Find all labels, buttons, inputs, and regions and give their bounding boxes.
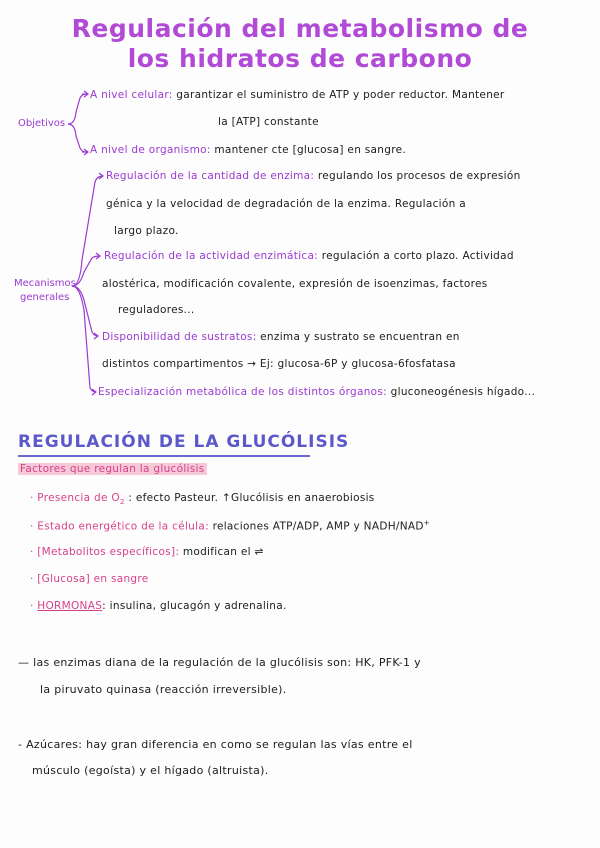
bullet-icon: · bbox=[30, 573, 34, 585]
enzymes-note-line1: — las enzimas diana de la regulación de la glucólisis son: HK, PFK-1 y bbox=[18, 656, 421, 669]
mecanismo-item-2-label: Regulación de la actividad enzimática: bbox=[104, 250, 319, 262]
azucares-note-line2: músculo (egoísta) y el hígado (altruista). bbox=[32, 764, 269, 777]
objetivo-celular bbox=[90, 89, 505, 101]
objetivo-celular-text1: garantizar el suministro de ATP y poder reductor. Mantener bbox=[176, 89, 505, 101]
mecanismo-item-2-line3: reguladores... bbox=[118, 304, 195, 316]
mecanismo-item-1 bbox=[106, 170, 521, 182]
factor-item-2-text: relaciones ATP/ADP, AMP y NADH/NAD bbox=[212, 520, 424, 533]
factor-item-4-label: [Glucosa] en sangre bbox=[37, 573, 149, 585]
section-heading-underline bbox=[18, 455, 310, 457]
factor-item-2-label: Estado energético de la célula: bbox=[37, 520, 209, 533]
mecanismo-item-3 bbox=[102, 331, 460, 343]
mecanismo-item-1-label: Regulación de la cantidad de enzima: bbox=[106, 170, 315, 182]
mecanismo-item-1-line2: génica y la velocidad de degradación de la enzima. Regulación a bbox=[106, 198, 466, 210]
factor-item-2 bbox=[30, 519, 430, 533]
bullet-icon: · bbox=[30, 492, 34, 504]
factor-item-5-text: : insulina, glucagón y adrenalina. bbox=[102, 600, 287, 612]
bullet-icon: · bbox=[30, 600, 34, 612]
objetivo-organismo-text: mantener cte [glucosa] en sangre. bbox=[214, 144, 406, 156]
factor-item-1-sub: 2 bbox=[119, 498, 125, 507]
mecanismo-item-2-line1: regulación a corto plazo. Actividad bbox=[321, 250, 514, 262]
mecanismo-item-4 bbox=[98, 386, 535, 398]
mecanismo-item-3-line1: enzima y sustrato se encuentran en bbox=[260, 331, 460, 343]
mecanismos-label-line2: generales bbox=[20, 292, 70, 303]
mecanismo-item-2 bbox=[104, 250, 514, 262]
objetivo-celular-label: A nivel celular: bbox=[90, 89, 173, 101]
objetivo-organismo bbox=[90, 144, 406, 156]
mecanismos-label-line1: Mecanismos bbox=[14, 278, 76, 289]
mecanismo-item-3-line2: distintos compartimentos → Ej: glucosa-6P y glucosa-6fosfatasa bbox=[102, 358, 456, 370]
factor-item-1 bbox=[30, 492, 375, 506]
factor-item-4 bbox=[30, 573, 149, 585]
objetivos-label: Objetivos bbox=[18, 118, 66, 129]
factors-subheading bbox=[18, 463, 207, 475]
factor-item-5-label: HORMONAS bbox=[37, 600, 103, 612]
objetivo-celular-text2: la [ATP] constante bbox=[218, 116, 319, 128]
mecanismo-item-2-line2: alostérica, modificación covalente, expresión de isoenzimas, factores bbox=[102, 278, 488, 290]
mecanismo-item-1-line1: regulando los procesos de expresión bbox=[317, 170, 521, 182]
mecanismo-item-4-line1: gluconeogénesis hígado... bbox=[390, 386, 536, 398]
factor-item-1-text: : efecto Pasteur. ↑Glucólisis en anaerobiosis bbox=[128, 492, 375, 504]
page-title-line2: los hidratos de carbono bbox=[127, 44, 473, 73]
azucares-note-line1: - Azúcares: hay gran diferencia en como se regulan las vías entre el bbox=[18, 738, 413, 751]
factor-item-3 bbox=[30, 546, 264, 558]
mecanismo-item-4-label: Especialización metabólica de los distintos órganos: bbox=[98, 386, 387, 398]
objetivo-organismo-label: A nivel de organismo: bbox=[90, 144, 211, 156]
mecanismo-item-3-label: Disponibilidad de sustratos: bbox=[102, 331, 257, 343]
factor-item-1-label: Presencia de O bbox=[37, 492, 120, 504]
factor-item-2-sup: + bbox=[423, 519, 430, 527]
section-heading: REGULACIÓN DE LA GLUCÓLISIS bbox=[18, 432, 350, 452]
page-title-line1: Regulación del metabolismo de bbox=[71, 14, 529, 43]
bullet-icon: · bbox=[30, 520, 34, 533]
factor-item-5 bbox=[30, 600, 287, 612]
factor-item-3-label: [Metabolitos específicos]: bbox=[37, 546, 180, 558]
enzymes-note-line2: la piruvato quinasa (reacción irreversible). bbox=[40, 683, 287, 696]
factor-item-3-text: modifican el ⇌ bbox=[182, 546, 264, 558]
factors-subheading-text: Factores que regulan la glucólisis bbox=[20, 463, 205, 475]
bullet-icon: · bbox=[30, 546, 34, 558]
mecanismo-item-1-line3: largo plazo. bbox=[114, 225, 179, 237]
